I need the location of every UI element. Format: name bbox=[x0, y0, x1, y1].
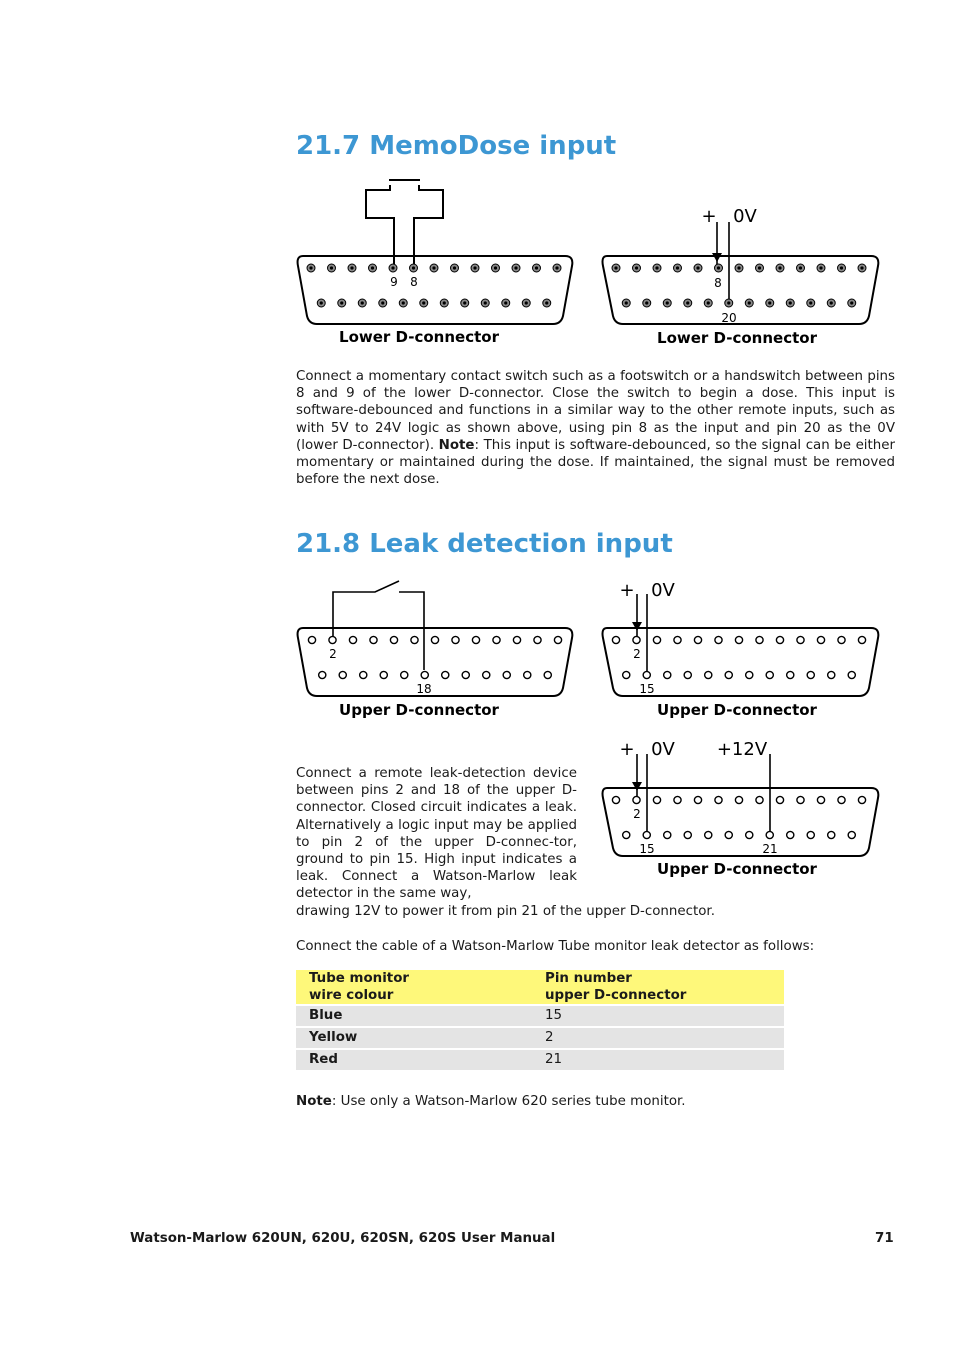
connector-pin-centre bbox=[494, 266, 497, 269]
connector-pin-centre bbox=[676, 266, 679, 269]
connector-pin bbox=[664, 671, 671, 678]
tube-monitor-note: Note: Use only a Watson-Marlow 620 series tube monitor. bbox=[296, 1094, 686, 1109]
pin-label: 15 bbox=[639, 842, 655, 856]
connector-pin bbox=[633, 636, 640, 643]
d-connector-logic-svg bbox=[598, 576, 880, 720]
connector-pin bbox=[349, 636, 356, 643]
connector-pin-centre bbox=[717, 266, 720, 269]
connector-pin bbox=[623, 671, 630, 678]
connector-pins bbox=[308, 636, 561, 678]
connector-pin-centre bbox=[484, 301, 487, 304]
connector-pin-centre bbox=[422, 301, 425, 304]
connector-pin-centre bbox=[320, 301, 323, 304]
connector-pin-centre bbox=[371, 266, 374, 269]
connector-pin bbox=[401, 671, 408, 678]
connector-pin bbox=[643, 831, 650, 838]
connector-pin bbox=[858, 796, 865, 803]
pin-label: 2 bbox=[329, 647, 337, 661]
connector-pin-centre bbox=[860, 266, 863, 269]
connector-pin bbox=[807, 671, 814, 678]
connector-pin bbox=[493, 636, 500, 643]
plus-label: + bbox=[701, 206, 717, 227]
connector-pins bbox=[612, 636, 865, 678]
connector-pin bbox=[684, 831, 691, 838]
wire-colour-cell: Blue bbox=[296, 1006, 532, 1026]
connector-pin bbox=[370, 636, 377, 643]
connector-pin bbox=[776, 796, 783, 803]
memodose-switch-diagram bbox=[295, 176, 575, 348]
connector-pin bbox=[664, 831, 671, 838]
pin-label: 8 bbox=[410, 275, 418, 289]
connector-pin bbox=[725, 831, 732, 838]
cable-intro: Connect the cable of a Watson-Marlow Tube monitor leak detector as follows: bbox=[296, 939, 815, 954]
connector-pin bbox=[329, 636, 336, 643]
connector-pin-centre bbox=[545, 301, 548, 304]
connector-pin bbox=[633, 796, 640, 803]
connector-pin-centre bbox=[645, 301, 648, 304]
leak-switch-diagram bbox=[295, 576, 575, 720]
memodose-paragraph: Connect a momentary contact switch such as a footswitch or a handswitch between pins 8 and 9 of the lower D-connector. Close the switch to begin a dose. This input is software-debounced and functions in a similar way to the other remote inputs, such as with 5V to 24V logic as shown above, using pin 8 as the input and pin 20 as the 0V (lower D-connector). Note: This input is software-debounced, so the signal can be either momentary or maintained during the dose. If maintained, the signal must be removed before the next dose. bbox=[296, 369, 896, 488]
plus-12v-label: +12V bbox=[716, 739, 768, 760]
connector-pin-centre bbox=[463, 301, 466, 304]
connector-pin bbox=[623, 831, 630, 838]
connector-pin bbox=[612, 636, 619, 643]
connector-pin-centre bbox=[799, 266, 802, 269]
connector-pin bbox=[390, 636, 397, 643]
connector-pin bbox=[828, 831, 835, 838]
connector-pin-centre bbox=[696, 266, 699, 269]
connector-pin bbox=[612, 796, 619, 803]
d-connector-switch-svg bbox=[295, 576, 575, 720]
connector-pin bbox=[715, 796, 722, 803]
connector-pin-centre bbox=[330, 266, 333, 269]
page-number: 71 bbox=[875, 1231, 894, 1246]
connector-pin bbox=[797, 636, 804, 643]
connector-pin-centre bbox=[850, 301, 853, 304]
connector-pin bbox=[674, 636, 681, 643]
pin-number-cell: 2 bbox=[532, 1028, 784, 1048]
connector-pin-centre bbox=[655, 266, 658, 269]
header-wire-colour: Tube monitor wire colour bbox=[296, 970, 532, 1004]
connector-pin-centre bbox=[707, 301, 710, 304]
connector-pin-centre bbox=[504, 301, 507, 304]
connector-pin bbox=[746, 831, 753, 838]
leak-detector-power-diagram bbox=[598, 734, 880, 880]
table-row bbox=[296, 1028, 784, 1048]
connector-pin bbox=[705, 831, 712, 838]
connector-pin-centre bbox=[473, 266, 476, 269]
connector-pin bbox=[513, 636, 520, 643]
connector-pin-centre bbox=[727, 301, 730, 304]
pin-label: 21 bbox=[762, 842, 778, 856]
connector-pin bbox=[643, 671, 650, 678]
connector-pin-centre bbox=[666, 301, 669, 304]
connector-pin bbox=[787, 831, 794, 838]
wire-colour-table bbox=[296, 968, 784, 1072]
section-heading-memodose: 21.7 MemoDose input bbox=[296, 131, 617, 161]
connector-pin bbox=[787, 671, 794, 678]
connector-pin-centre bbox=[840, 266, 843, 269]
wire-colour-cell: Red bbox=[296, 1050, 532, 1070]
connector-pin bbox=[694, 796, 701, 803]
table-header-row bbox=[296, 970, 784, 1004]
connector-caption: Upper D-connector bbox=[339, 701, 499, 719]
connector-pin bbox=[817, 796, 824, 803]
connector-pin-centre bbox=[412, 266, 415, 269]
note-label: Note bbox=[438, 437, 475, 453]
connector-pin bbox=[735, 796, 742, 803]
connector-pin-centre bbox=[391, 266, 394, 269]
switch-wire-right bbox=[399, 592, 424, 670]
connector-pin bbox=[735, 636, 742, 643]
connector-pins bbox=[307, 264, 561, 307]
table-row bbox=[296, 1050, 784, 1070]
zero-volt-label: 0V bbox=[651, 739, 675, 760]
connector-pin-centre bbox=[453, 266, 456, 269]
connector-pin-centre bbox=[635, 266, 638, 269]
connector-pin bbox=[766, 831, 773, 838]
leak-logic-diagram bbox=[598, 576, 880, 720]
d-connector-power-svg bbox=[598, 734, 880, 880]
connector-pin-centre bbox=[432, 266, 435, 269]
arrow-head bbox=[712, 253, 722, 262]
connector-pin bbox=[503, 671, 510, 678]
connector-caption: Upper D-connector bbox=[657, 860, 817, 878]
connector-pin bbox=[756, 636, 763, 643]
connector-pin bbox=[725, 671, 732, 678]
connector-pin bbox=[838, 796, 845, 803]
connector-pin-centre bbox=[340, 301, 343, 304]
pin-number-cell: 15 bbox=[532, 1006, 784, 1026]
connector-pin-centre bbox=[625, 301, 628, 304]
connector-pin-centre bbox=[819, 266, 822, 269]
connector-pin bbox=[766, 671, 773, 678]
connector-pin-centre bbox=[525, 301, 528, 304]
connector-pin bbox=[776, 636, 783, 643]
connector-pin-centre bbox=[555, 266, 558, 269]
connector-caption: Upper D-connector bbox=[657, 701, 817, 719]
connector-pin bbox=[360, 671, 367, 678]
connector-pin bbox=[848, 831, 855, 838]
connector-pin-centre bbox=[361, 301, 364, 304]
connector-pin bbox=[483, 671, 490, 678]
connector-pin-centre bbox=[443, 301, 446, 304]
connector-pin bbox=[380, 671, 387, 678]
connector-pin bbox=[684, 671, 691, 678]
connector-pin bbox=[339, 671, 346, 678]
connector-pin-centre bbox=[402, 301, 405, 304]
plus-label: + bbox=[619, 739, 635, 760]
connector-pin bbox=[756, 796, 763, 803]
header-pin-number: Pin number upper D-connector bbox=[532, 970, 784, 1004]
connector-pin bbox=[472, 636, 479, 643]
connector-caption: Lower D-connector bbox=[657, 329, 817, 347]
connector-pin bbox=[442, 671, 449, 678]
connector-pin bbox=[705, 671, 712, 678]
connector-pin-centre bbox=[758, 266, 761, 269]
connector-pin bbox=[544, 671, 551, 678]
connector-pin bbox=[797, 796, 804, 803]
connector-pin-centre bbox=[778, 266, 781, 269]
leak-paragraph: Connect a remote leak-detection device between pins 2 and 18 of the upper D-connector. Closed circuit indicates a leak. Alternatively a logic input may be applied to pin 2 of the upper D-connec-tor, ground to pin 15. High input indicates a leak. Connect a Watson-Marlow leak detector in the same way, bbox=[296, 766, 577, 902]
pin-label: 18 bbox=[416, 682, 432, 696]
connector-pin-centre bbox=[381, 301, 384, 304]
connector-pin bbox=[421, 671, 428, 678]
connector-pins bbox=[612, 264, 866, 307]
connector-pin bbox=[653, 636, 660, 643]
connector-pin bbox=[817, 636, 824, 643]
arrow-head bbox=[632, 622, 642, 631]
connector-pin bbox=[319, 671, 326, 678]
connector-pin bbox=[554, 636, 561, 643]
connector-pin-centre bbox=[614, 266, 617, 269]
section-heading-leak-detection: 21.8 Leak detection input bbox=[296, 529, 673, 559]
pin-label: 15 bbox=[639, 682, 655, 696]
zero-volt-label: 0V bbox=[651, 580, 675, 601]
wire-colour-cell: Yellow bbox=[296, 1028, 532, 1048]
connector-pin-centre bbox=[748, 301, 751, 304]
connector-pin bbox=[807, 831, 814, 838]
connector-pin bbox=[848, 671, 855, 678]
connector-pin bbox=[653, 796, 660, 803]
connector-pin bbox=[534, 636, 541, 643]
connector-caption: Lower D-connector bbox=[339, 328, 499, 346]
connector-pin bbox=[715, 636, 722, 643]
d-connector-logic-svg bbox=[598, 200, 880, 348]
zero-volt-label: 0V bbox=[733, 206, 757, 227]
pin-label: 2 bbox=[633, 647, 641, 661]
memodose-logic-diagram bbox=[598, 200, 880, 348]
connector-pin bbox=[838, 636, 845, 643]
connector-pin bbox=[431, 636, 438, 643]
pin-label: 8 bbox=[714, 276, 722, 290]
footer-title: Watson-Marlow 620UN, 620U, 620SN, 620S User Manual bbox=[130, 1231, 556, 1246]
connector-pin bbox=[746, 671, 753, 678]
connector-pins bbox=[612, 796, 865, 838]
d-connector-switch-svg bbox=[295, 176, 575, 348]
pin-label: 9 bbox=[390, 275, 398, 289]
pin-label: 20 bbox=[721, 311, 737, 325]
pin-label: 2 bbox=[633, 807, 641, 821]
table-row bbox=[296, 1006, 784, 1026]
connector-pin bbox=[674, 796, 681, 803]
connector-pin-centre bbox=[737, 266, 740, 269]
connector-pin-centre bbox=[309, 266, 312, 269]
leak-paragraph-tail: drawing 12V to power it from pin 21 of the upper D-connector. bbox=[296, 904, 715, 919]
connector-pin-centre bbox=[350, 266, 353, 269]
connector-pin bbox=[828, 671, 835, 678]
plus-label: + bbox=[619, 580, 635, 601]
connector-pin-centre bbox=[809, 301, 812, 304]
pin-number-cell: 21 bbox=[532, 1050, 784, 1070]
connector-pin bbox=[452, 636, 459, 643]
connector-pin bbox=[462, 671, 469, 678]
connector-pin bbox=[694, 636, 701, 643]
connector-pin bbox=[308, 636, 315, 643]
connector-pin bbox=[411, 636, 418, 643]
connector-pin-centre bbox=[789, 301, 792, 304]
connector-pin bbox=[524, 671, 531, 678]
arrow-head bbox=[632, 782, 642, 791]
connector-pin-centre bbox=[830, 301, 833, 304]
connector-pin-centre bbox=[535, 266, 538, 269]
connector-pin bbox=[858, 636, 865, 643]
connector-pin-centre bbox=[514, 266, 517, 269]
connector-pin-centre bbox=[686, 301, 689, 304]
connector-pin-centre bbox=[768, 301, 771, 304]
note-label: Note bbox=[296, 1094, 332, 1109]
